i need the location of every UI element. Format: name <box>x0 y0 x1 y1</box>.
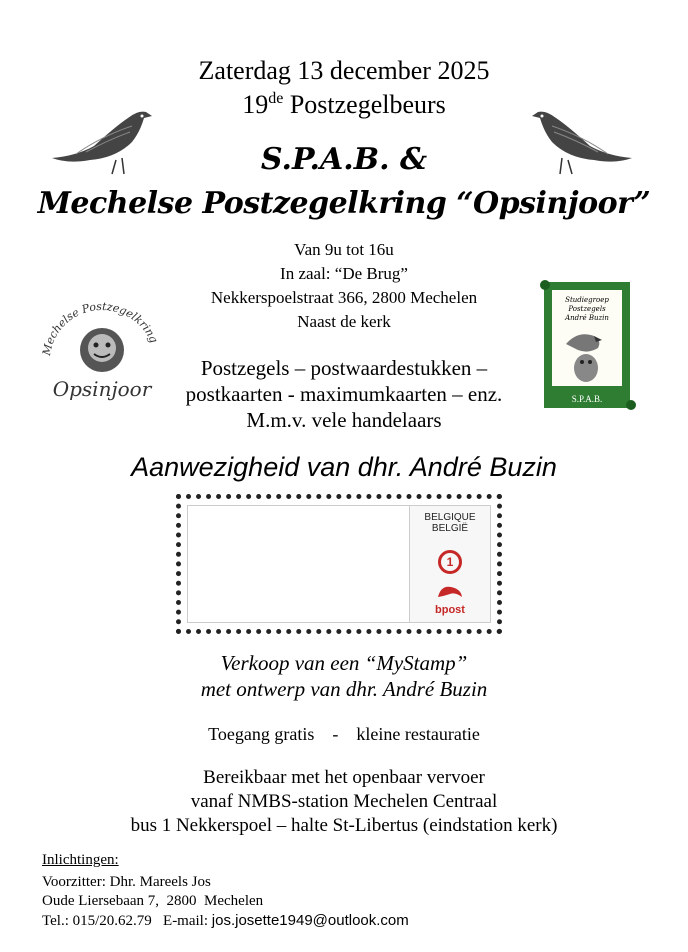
stamp-value-panel <box>409 506 490 622</box>
svg-text:Studiegroep: Studiegroep <box>565 296 609 304</box>
mystamp-sheet <box>176 494 502 634</box>
goods-line-3: M.m.v. vele handelaars <box>246 408 442 432</box>
goods-line-2: postkaarten - maximumkaarten – enz. <box>185 382 503 406</box>
bpost-horn-icon <box>435 583 465 599</box>
goods-line-1: Postzegels – postwaardestukken – <box>200 356 488 380</box>
admission-info: Toegang gratis - kleine restauratie <box>208 724 480 744</box>
svg-text:André Buzin: André Buzin <box>565 314 609 322</box>
stamp-country-nl: BELGIË <box>431 523 469 534</box>
svg-text:S.P.A.B.: S.P.A.B. <box>571 394 603 404</box>
contact-chair: Voorzitter: Dhr. Mareels Jos <box>42 874 211 890</box>
mystamp-line-2: met ontwerp van dhr. André Buzin <box>200 677 488 701</box>
svg-text:Opsinjoor: Opsinjoor <box>52 377 152 401</box>
organizer-spab: S.P.A.B. & <box>260 142 428 177</box>
svg-text:Mechelse Postzegelkring: Mechelse Postzegelkring <box>40 299 161 357</box>
guest-announcement: Aanwezigheid van dhr. André Buzin <box>131 452 557 482</box>
organizer-kring: Mechelse Postzegelkring “Opsinjoor” <box>37 186 651 221</box>
transport-line-2: vanaf NMBS-station Mechelen Centraal <box>190 791 498 812</box>
stamp-country-fr: BELGIQUE <box>424 512 476 523</box>
venue-hall: In zaal: “De Brug” <box>280 264 408 283</box>
stamp-image-area <box>187 505 491 623</box>
contact-address: Oude Liersebaan 7, 2800 Mechelen <box>42 893 264 909</box>
contact-heading: Inlichtingen: <box>42 852 119 868</box>
stamp-value-badge: 1 <box>438 550 462 574</box>
contact-phone-email: Tel.: 015/20.62.79 E-mail: jos.josette1949@outlook.com <box>42 912 409 929</box>
contact-email-link[interactable]: jos.josette1949@outlook.com <box>211 912 409 929</box>
mystamp-line-1: Verkoop van een “MyStamp” <box>220 651 468 675</box>
transport-line-1: Bereikbaar met het openbaar vervoer <box>203 767 485 788</box>
event-edition: 19de Postzegelbeurs <box>242 90 446 119</box>
venue-address: Nekkerspoelstraat 366, 2800 Mechelen <box>210 288 478 307</box>
venue-note: Naast de kerk <box>297 312 391 331</box>
bpost-logo: bpost <box>410 583 490 616</box>
svg-text:Postzegels: Postzegels <box>568 305 606 313</box>
venue-hours: Van 9u tot 16u <box>294 240 394 259</box>
event-date: Zaterdag 13 december 2025 <box>198 56 490 85</box>
transport-line-3: bus 1 Nekkerspoel – halte St-Libertus (eindstation kerk) <box>130 815 558 836</box>
